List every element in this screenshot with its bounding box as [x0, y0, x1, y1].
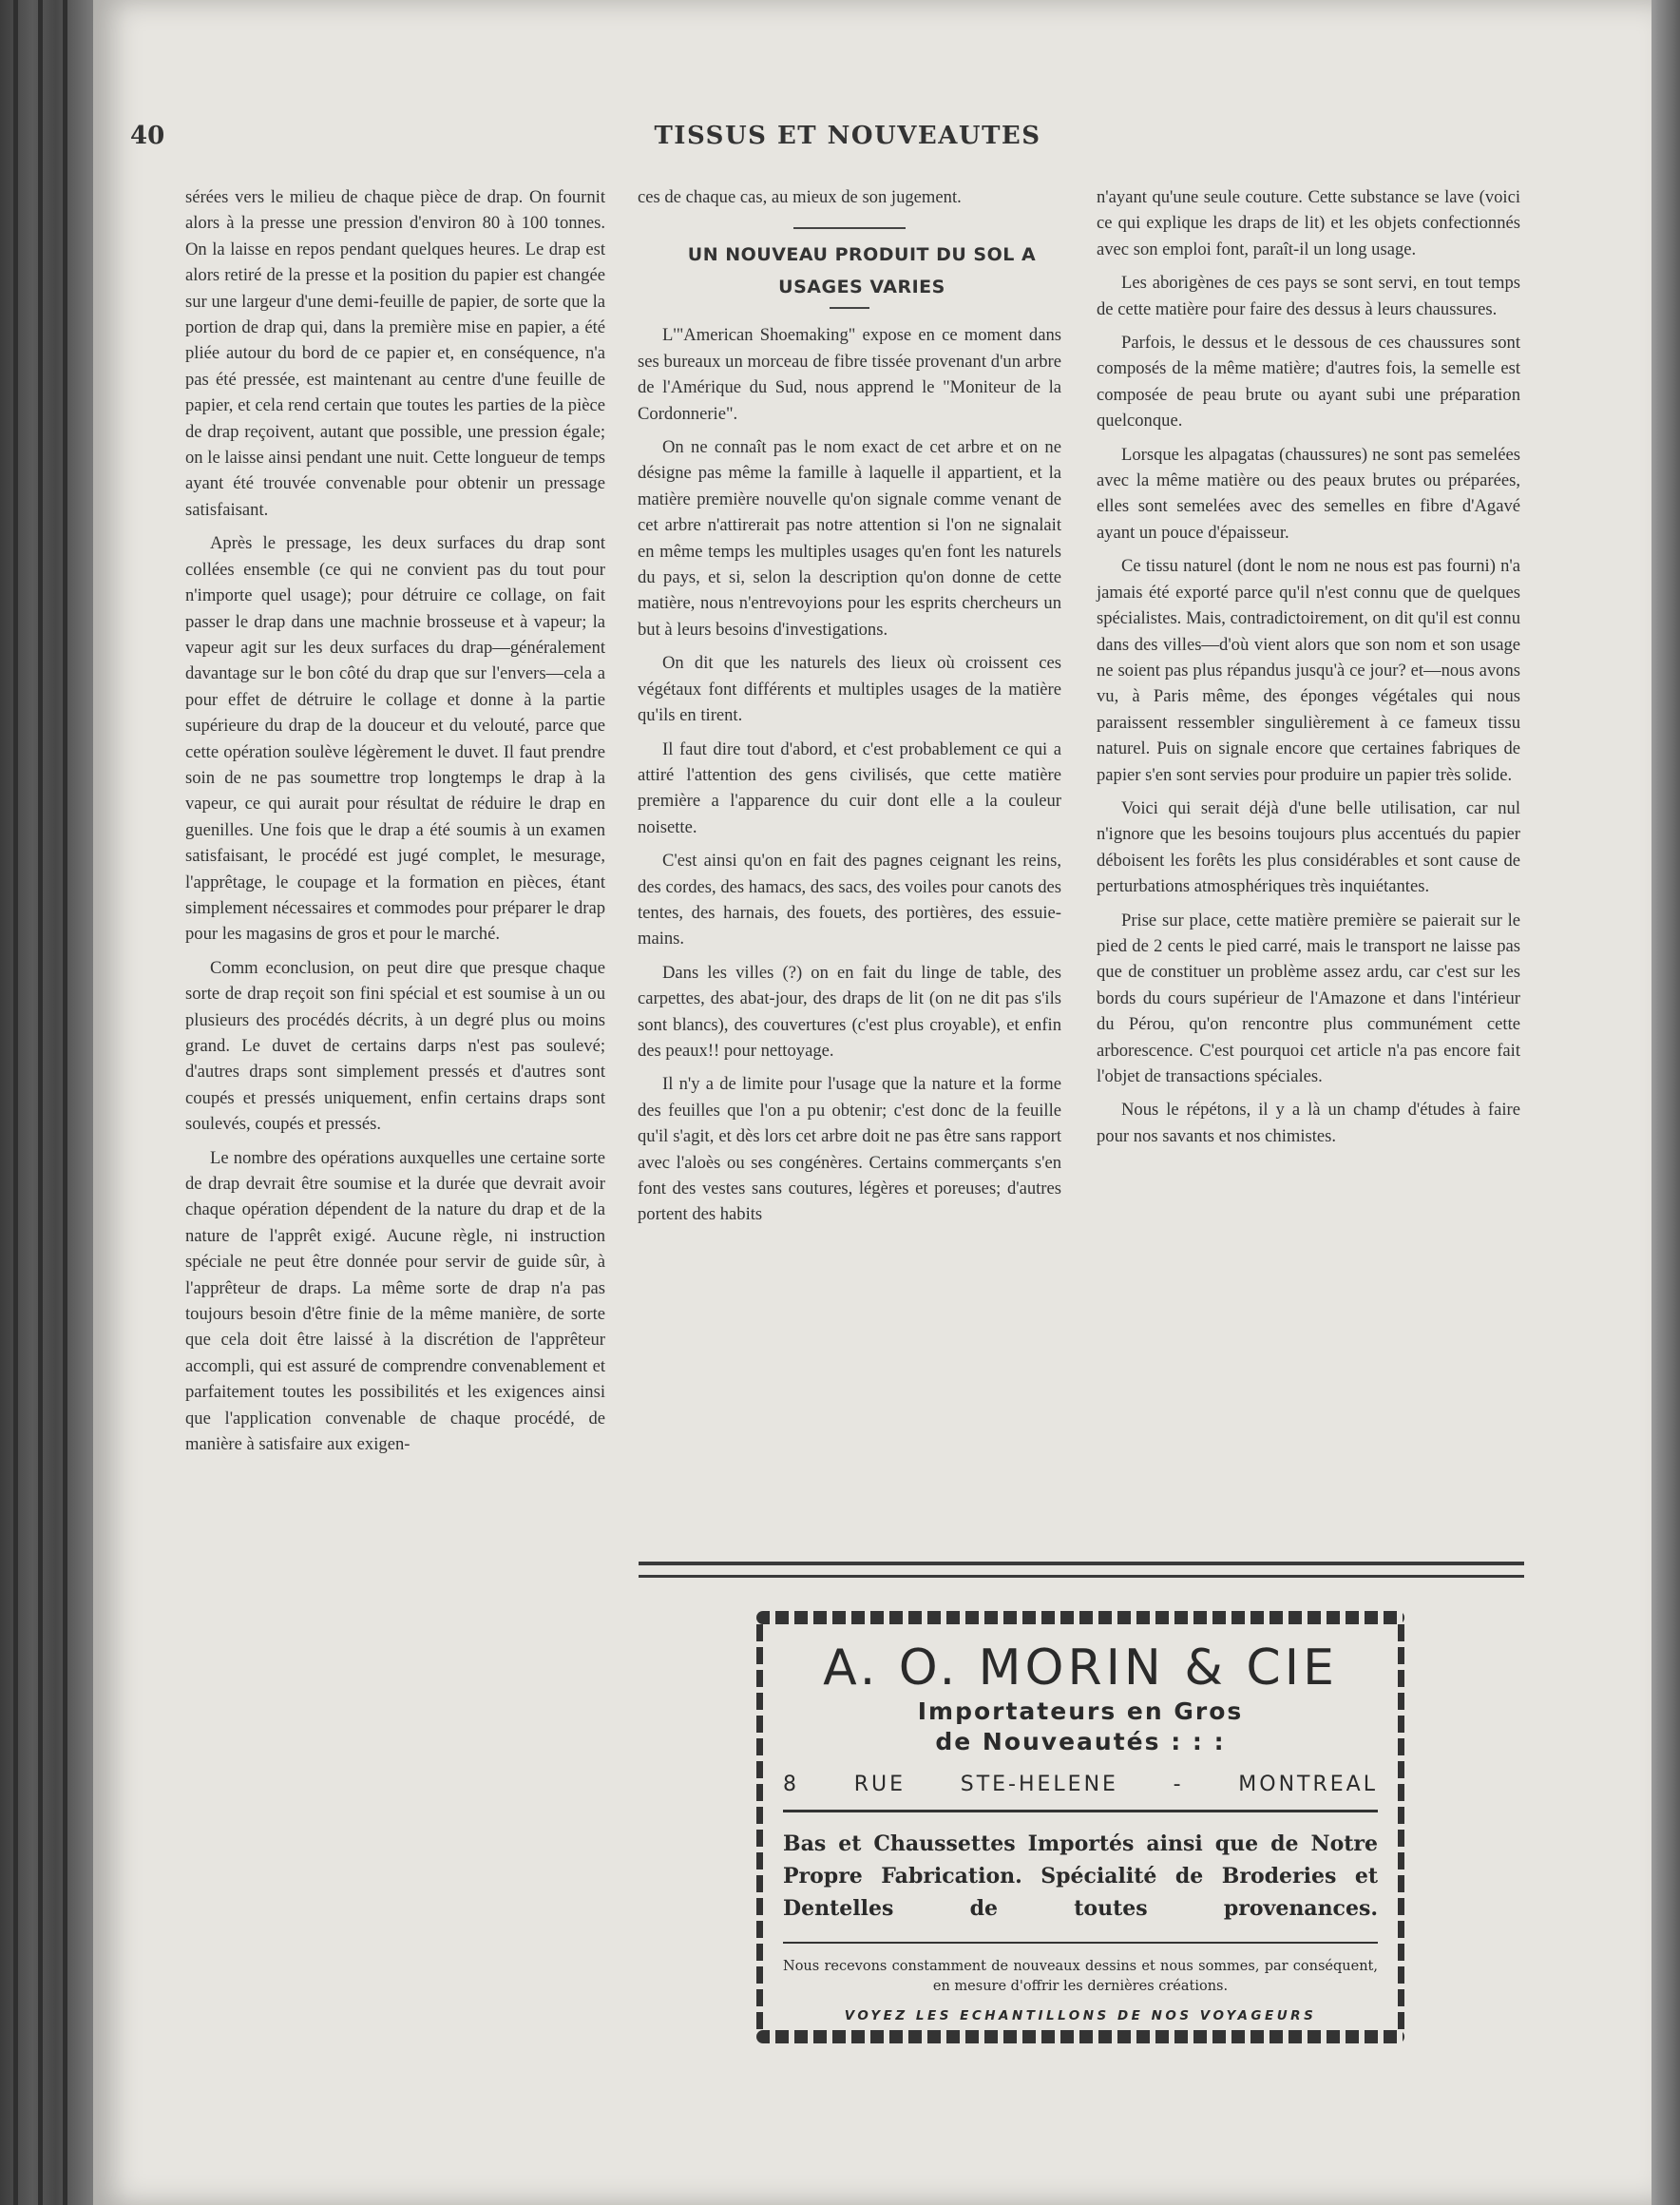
- ad-company-name: A. O. MORIN & CIE: [823, 1639, 1338, 1697]
- ad-rule: [783, 1810, 1378, 1812]
- ad-subtitle: Importateurs en Gros: [917, 1697, 1244, 1725]
- side-border: [756, 1624, 763, 2030]
- section-rule: [793, 227, 906, 229]
- paragraph: On dit que les naturels des lieux où croissent ces végétaux font différents et multiples usages de la matière qu'ils en tirent.: [638, 653, 1061, 726]
- paragraph: C'est ainsi qu'on en fait des pagnes ceignant les reins, des cordes, des hamacs, des sacs, des voiles pour canots des tentes, des harnais, des fouets, des portières, des essuie-mains.: [638, 851, 1061, 949]
- paragraph: Ce tissu naturel (dont le nom ne nous est pas fourni) n'a jamais été exporté parce qu'il n'est connu que de quelques spécialistes. Mais, contradictoirement, on dit qu'il est connu dans des villes—d'où vient alors que son nom et son usage ne soient pas plus répandus jusqu'à ce jour? et—nous avons vu, à Paris même, des éponges végétales qui nous paraissent ressembler singulièrement à ce fameux tissu naturel. Puis on signale encore que certaines fabriques de papier s'en sont servies pour produire un papier très solide.: [1097, 556, 1520, 785]
- paragraph: ces de chaque cas, au mieux de son jugement.: [638, 187, 962, 207]
- paragraph: Parfois, le dessus et le dessous de ces chaussures sont composés de la même matière; d'autres fois, la semelle est composée de peau brute ou ayant subi une préparation quelconque.: [1097, 333, 1520, 431]
- ad-rule: [783, 1942, 1378, 1944]
- chain-border: [756, 2030, 1404, 2043]
- advertisement: [756, 1611, 1404, 2043]
- column-1: [185, 184, 605, 1466]
- paragraph: Il n'y a de limite pour l'usage que la nature et la forme des feuilles que l'on a pu obtenir; c'est donc de la feuille qu'il s'agit, et dès lors cet arbre doit ne pas être sans rapport avec l'aloès ou ses congénères. Certains commerçants s'en font des vestes sans coutures, légères et poreuses; d'autres portent des habits: [638, 1074, 1061, 1225]
- ad-content: [783, 1639, 1378, 2023]
- chain-border: [756, 1611, 1404, 1624]
- paragraph: Après le pressage, les deux surfaces du drap sont collées ensemble (ce qui ne convient pas du tout pour n'importe quel usage); pour détruire ce collage, on fait passer le drap dans une machnie brosseuse et à vapeur; la vapeur agit sur les deux surfaces du drap—généralement davantage sur le bon côté du drap que sur l'envers—cela a pour effet de détruire le collage et donne à la partie supérieure du drap de la douceur et du velouté, parce que cette opération soulève légèrement le duvet. Il faut prendre soin de ne pas soumettre trop longtemps le drap à la vapeur, ce qui aurait pour résultat de réduire le drap en guenilles. Une fois que le drap a été soumis à un examen satisfaisant, le procédé est jugé complet, le mesurage, l'apprêtage, le coupage et la formation en pièces, étant simplement nécessaires et commodes pour préparer le drap pour les magasins de gros et pour le marché.: [185, 533, 605, 945]
- book-binding: [0, 0, 93, 2205]
- paragraph: Nous le répétons, il y a là un champ d'études à faire pour nos savants et nos chimistes.: [1097, 1100, 1520, 1146]
- paragraph: Comm econclusion, on peut dire que presque chaque sorte de drap reçoit son fini spécial et est soumise à un ou plusieurs des procédés décrits, à un degré plus ou moins grand. Le duvet de certains darps n'est pas soulevé; d'autres draps sont simplement pressés et d'autres sont coupés et pressés uniquement, enfin certains draps sont soulevés, coupés et pressés.: [185, 957, 605, 1135]
- column-2: [638, 184, 1061, 1236]
- page-number: 40: [130, 122, 165, 150]
- paragraph: Voici qui serait déjà d'une belle utilisation, car nul n'ignore que les besoins toujours plus accentués du papier déboisent les forêts les plus considérables et sont cause de perturbations atmosphériques très inquiétantes.: [1097, 797, 1520, 897]
- page-edge: [1651, 0, 1680, 2205]
- ad-tagline: VOYEZ LES ECHANTILLONS DE NOS VOYAGEURS: [844, 2008, 1317, 2023]
- paragraph: Les aborigènes de ces pays se sont servi, en tout temps de cette matière pour faire des dessus à leurs chaussures.: [1097, 273, 1520, 319]
- ad-body: Bas et Chaussettes Importés ainsi que de Notre Propre Fabrication. Spécialité de Broderies et Dentelles de toutes provenances.: [783, 1831, 1378, 1921]
- ad-note: Nous recevons constamment de nouveaux dessins et nous sommes, par conséquent, en mesure d'offrir les dernières créations.: [783, 1959, 1378, 1994]
- paragraph: L'"American Shoemaking" expose en ce moment dans ses bureaux un morceau de fibre tissée provenant d'un arbre de l'Amérique du Sud, nous apprend le "Moniteur de la Cordonnerie".: [638, 325, 1061, 424]
- column-3: [1097, 184, 1520, 1157]
- binding-edge: [63, 0, 67, 2205]
- binding-edge: [13, 0, 18, 2205]
- paragraph: sérées vers le milieu de chaque pièce de drap. On fournit alors à la presse une pression d'environ 80 à 100 tonnes. On la laisse en repos pendant quelques heures. Le drap est alors retiré de la presse et la position du papier est changée sur une largeur d'une demi-feuille de papier, de sorte que la portion de drap qui, dans la première mise en papier, a été pliée autour du bord de ce papier et, en conséquence, n'a pas été pressée, est maintenant au centre d'une feuille de papier, et cela rend certain que toutes les parties de la pièce de drap reçoivent, autant que possible, une pression égale; on le laisse ainsi pendant une nuit. Cette longueur de temps ayant été trouvée convenable pour obtenir un pressage satisfaisant.: [185, 187, 605, 520]
- ad-address: 8 RUE STE-HELENE - MONTREAL: [783, 1773, 1378, 1796]
- paragraph: Lorsque les alpagatas (chaussures) ne sont pas semelées avec la même matière ou des peaux brutes ou préparées, elles sont semelées avec des semelles en fibre d'Agavé ayant un pouce d'épaisseur.: [1097, 444, 1520, 543]
- title-rule: [830, 307, 869, 309]
- paragraph: Il faut dire tout d'abord, et c'est probablement ce qui a attiré l'attention des gens civilisés, que cette matière première a l'apparence du cuir dont elle a la couleur noisette.: [638, 738, 1061, 837]
- paragraph: On ne connaît pas le nom exact de cet arbre et on ne désigne pas même la famille à laquelle il appartient, et la matière première nouvelle qu'on signale comme venant de cet arbre n'attirerait pas notre attention si l'on ne signalait en même temps les multiples usages qu'en font les naturels du pays, et si, selon la description qu'on donne de cette matière, nous n'entrevoyions pour les esprits chercheurs un but à leurs besoins d'investigations.: [638, 437, 1061, 640]
- ad-subtitle: de Nouveautés : : :: [935, 1728, 1226, 1755]
- binding-edge: [38, 0, 43, 2205]
- double-rule-separator: [639, 1562, 1524, 1578]
- paragraph: Dans les villes (?) on en fait du linge de table, des carpettes, des abat-jour, des draps de lit (on ne dit pas s'ils sont blancs), des couvertures (c'est plus croyable), et enfin des peaux!! pour nettoyage.: [638, 962, 1061, 1061]
- paragraph: Le nombre des opérations auxquelles une certaine sorte de drap devrait être soumise et la durée que devrait avoir chaque opération dépendent de la nature du drap et de la nature de l'apprêt exigé. Aucune règle, ni instruction spéciale ne peut être donnée pour servir de guide sûr, à l'apprêteur de draps. La même sorte de drap n'a pas toujours besoin d'être finie de la même manière, de sorte que cela doit être laissé à la discrétion de l'apprêteur accompli, qui est assuré de comprendre convenablement et parfaitement toutes les possibilités et les exigences ainsi que l'application convenable de chaque procédé, de manière à satisfaire aux exigen-: [185, 1147, 605, 1455]
- paragraph: n'ayant qu'une seule couture. Cette substance se lave (voici ce qui explique les draps de lit) et les objets confectionnés avec son emploi font, paraît-il un long usage.: [1097, 187, 1520, 259]
- article-title-line2: USAGES VARIES: [778, 277, 945, 298]
- paragraph: Prise sur place, cette matière première se paierait sur le pied de 2 cents le pied carré, mais le transport ne laisse pas que de constituer un problème assez ardu, car c'est sur les bords du cours supérieur de l'Amazone et dans l'intérieur du Pérou, qu'on rencontre plus communément cette arborescence. C'est pourquoi cet article n'a pas encore fait l'objet de transactions spéciales.: [1097, 910, 1520, 1086]
- side-border: [1398, 1624, 1404, 2030]
- running-title: TISSUS ET NOUVEAUTES: [654, 122, 1041, 150]
- article-title-line1: UN NOUVEAU PRODUIT DU SOL A: [687, 244, 1037, 266]
